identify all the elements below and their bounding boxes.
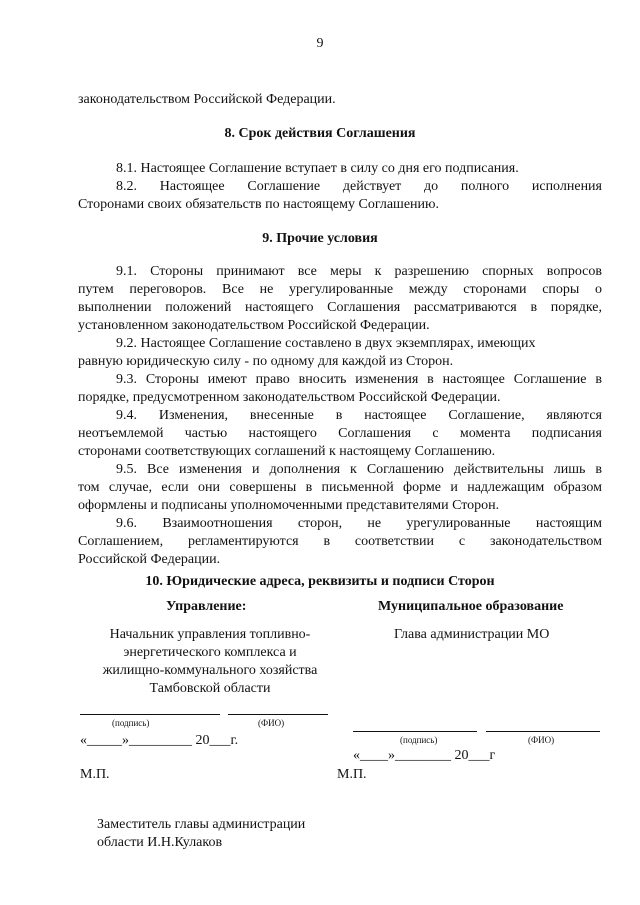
section-9-p6-line: Соглашением, регламентируются в соответствии с законодательством bbox=[78, 534, 602, 549]
section-9-p5-line: том случае, если они совершены в письменной форме и надлежащим образом bbox=[78, 480, 602, 495]
right-signature-label: (подпись) bbox=[400, 735, 438, 745]
right-date-line: «____»________ 20___г bbox=[353, 748, 496, 763]
left-stamp: М.П. bbox=[80, 767, 110, 782]
section-9-p5-line: 9.5. Все изменения и дополнения к Соглашению действительны лишь в bbox=[116, 462, 602, 477]
section-9-p3-line: порядке, предусмотренном законодательством Российской Федерации. bbox=[78, 390, 501, 405]
page-number: 9 bbox=[316, 36, 324, 51]
section-10-heading: 10. Юридические адреса, реквизиты и подписи Сторон bbox=[145, 574, 495, 589]
right-party-position: Глава администрации МО bbox=[394, 627, 550, 642]
left-signature-line bbox=[80, 714, 220, 715]
section-9-p4-line: 9.4. Изменения, внесенные в настоящее Соглашение, являются bbox=[116, 408, 602, 423]
right-name-line bbox=[486, 731, 600, 732]
section-9-p4-line: неотъемлемой частью настоящего Соглашения с момента подписания bbox=[78, 426, 602, 441]
left-party-title: Управление: bbox=[166, 599, 247, 614]
section-8-heading: 8. Срок действия Соглашения bbox=[224, 126, 416, 141]
section-9-p6-line: Российской Федерации. bbox=[78, 552, 221, 567]
section-9-p1-line: путем переговоров. Все не урегулированные между сторонами споры о bbox=[78, 282, 602, 297]
section-9-p4-line: сторонами соответствующих соглашений к настоящему Соглашению. bbox=[78, 444, 496, 459]
section-8-p1: 8.1. Настоящее Соглашение вступает в силу со дня его подписания. bbox=[116, 161, 519, 176]
section-9-heading: 9. Прочие условия bbox=[262, 231, 378, 246]
right-stamp: М.П. bbox=[337, 767, 367, 782]
footer-line: области И.Н.Кулаков bbox=[97, 835, 223, 850]
section-9-p2-line: равную юридическую силу - по одному для каждой из Сторон. bbox=[78, 354, 454, 369]
left-name-line bbox=[228, 714, 328, 715]
section-9-p2-line: 9.2. Настоящее Соглашение составлено в двух экземплярах, имеющих bbox=[116, 336, 536, 351]
section-8-p2-line2: Сторонами своих обязательств по настоящему Соглашению. bbox=[78, 197, 439, 212]
intro-line: законодательством Российской Федерации. bbox=[78, 92, 336, 107]
section-9-p1-line: установленном законодательством Российской Федерации. bbox=[78, 318, 430, 333]
section-8-p2-line1: 8.2. Настоящее Соглашение действует до полного исполнения bbox=[116, 179, 602, 194]
section-9-p1-line: выполнении положений настоящего Соглашения рассматриваются в порядке, bbox=[78, 300, 602, 315]
footer-signatory bbox=[97, 816, 305, 852]
left-name-label: (ФИО) bbox=[258, 718, 285, 728]
section-9-p1-line: 9.1. Стороны принимают все меры к разрешению спорных вопросов bbox=[116, 264, 602, 279]
section-9-p6-line: 9.6. Взаимоотношения сторон, не урегулированные настоящим bbox=[116, 516, 602, 531]
left-position-line: Начальник управления топливно- bbox=[109, 627, 311, 642]
left-signature-label: (подпись) bbox=[112, 718, 150, 728]
section-9-p5-line: оформлены и подписаны уполномоченными представителями Сторон. bbox=[78, 498, 500, 513]
left-party-position bbox=[80, 626, 340, 698]
left-date-line: «_____»_________ 20___г. bbox=[80, 733, 239, 748]
footer-line: Заместитель главы администрации bbox=[97, 817, 306, 832]
left-position-line: энергетического комплекса и bbox=[123, 645, 297, 660]
right-name-label: (ФИО) bbox=[528, 735, 555, 745]
left-position-line: Тамбовской области bbox=[149, 681, 271, 696]
right-party-title: Муниципальное образование bbox=[378, 599, 564, 614]
right-signature-line bbox=[353, 731, 477, 732]
left-position-line: жилищно-коммунального хозяйства bbox=[102, 663, 318, 678]
section-9-p3-line: 9.3. Стороны имеют право вносить изменения в настоящее Соглашение в bbox=[116, 372, 602, 387]
